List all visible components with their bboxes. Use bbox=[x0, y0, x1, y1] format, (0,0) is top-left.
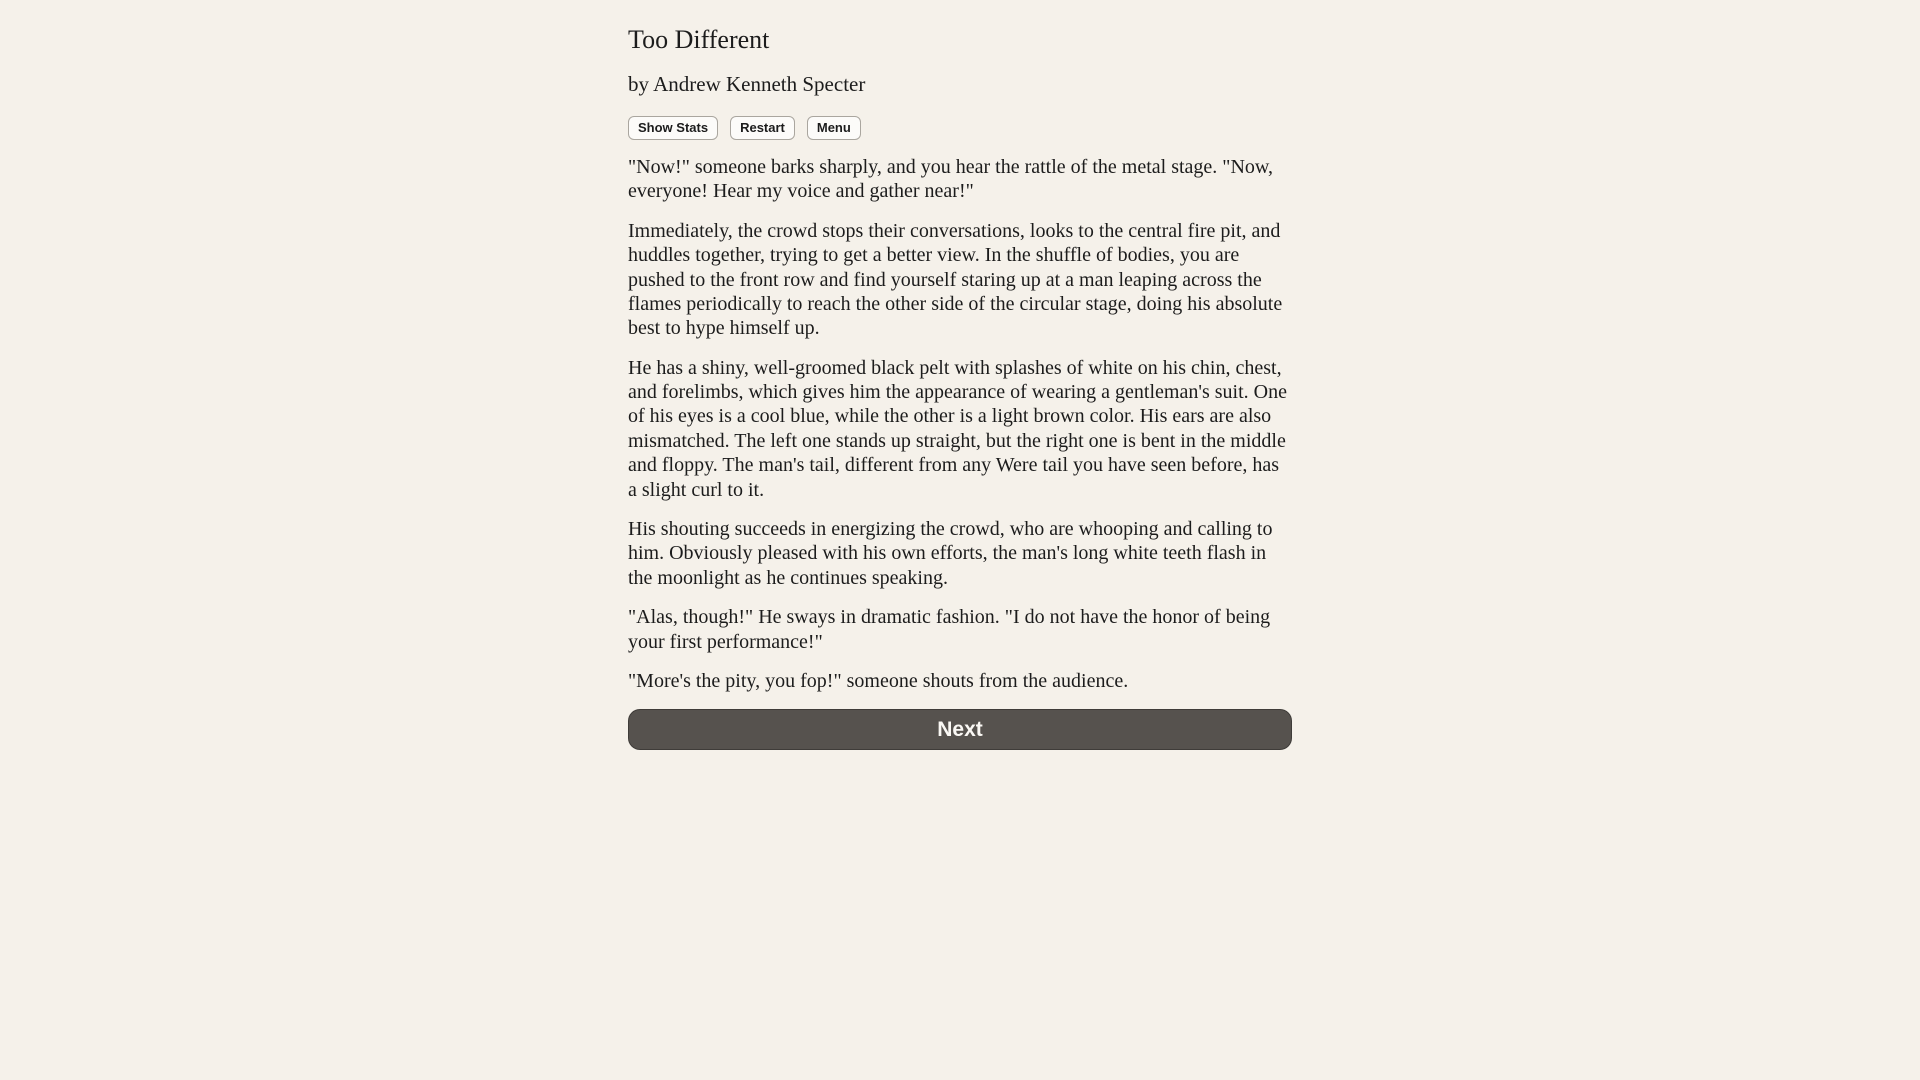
menu-button[interactable]: Menu bbox=[807, 116, 861, 140]
story-text bbox=[628, 155, 1292, 693]
show-stats-button[interactable]: Show Stats bbox=[628, 116, 718, 140]
author-line: by Andrew Kenneth Specter bbox=[628, 72, 866, 97]
story-paragraph: "Alas, though!" He sways in dramatic fashion. "I do not have the honor of being your first performance!" bbox=[628, 606, 1271, 653]
story-paragraph: "Now!" someone barks sharply, and you hear the rattle of the metal stage. "Now, everyone! Hear my voice and gather near!" bbox=[628, 155, 1274, 203]
story-paragraph: Immediately, the crowd stops their conversations, looks to the central fire pit, and huddles together, trying to get a better view. In the shuffle of bodies, you are pushed to the front row and find yourself staring up at a man leaping across the flames periodically to reach the other side of the circular stage, doing his absolute best to hype himself up. bbox=[628, 219, 1283, 340]
story-column bbox=[628, 0, 1292, 750]
page-title: Too Different bbox=[628, 25, 770, 54]
toolbar bbox=[628, 116, 1292, 140]
story-paragraph: His shouting succeeds in energizing the crowd, who are whooping and calling to him. Obviously pleased with his own efforts, the man's long white teeth flash in the moonlight as he continues speaking. bbox=[628, 518, 1273, 589]
next-button[interactable]: Next bbox=[628, 709, 1292, 750]
restart-button[interactable]: Restart bbox=[730, 116, 795, 140]
story-paragraph: "More's the pity, you fop!" someone shouts from the audience. bbox=[628, 670, 1129, 692]
story-paragraph: He has a shiny, well-groomed black pelt with splashes of white on his chin, chest, and forelimbs, which gives him the appearance of wearing a gentleman's suit. One of his eyes is a cool blue, while the other is a light brown color. His ears are also mismatched. The left one stands up straight, but the right one is bent in the middle and floppy. The man's tail, different from any Were tail you have seen before, has a slight curl to it. bbox=[628, 356, 1287, 501]
